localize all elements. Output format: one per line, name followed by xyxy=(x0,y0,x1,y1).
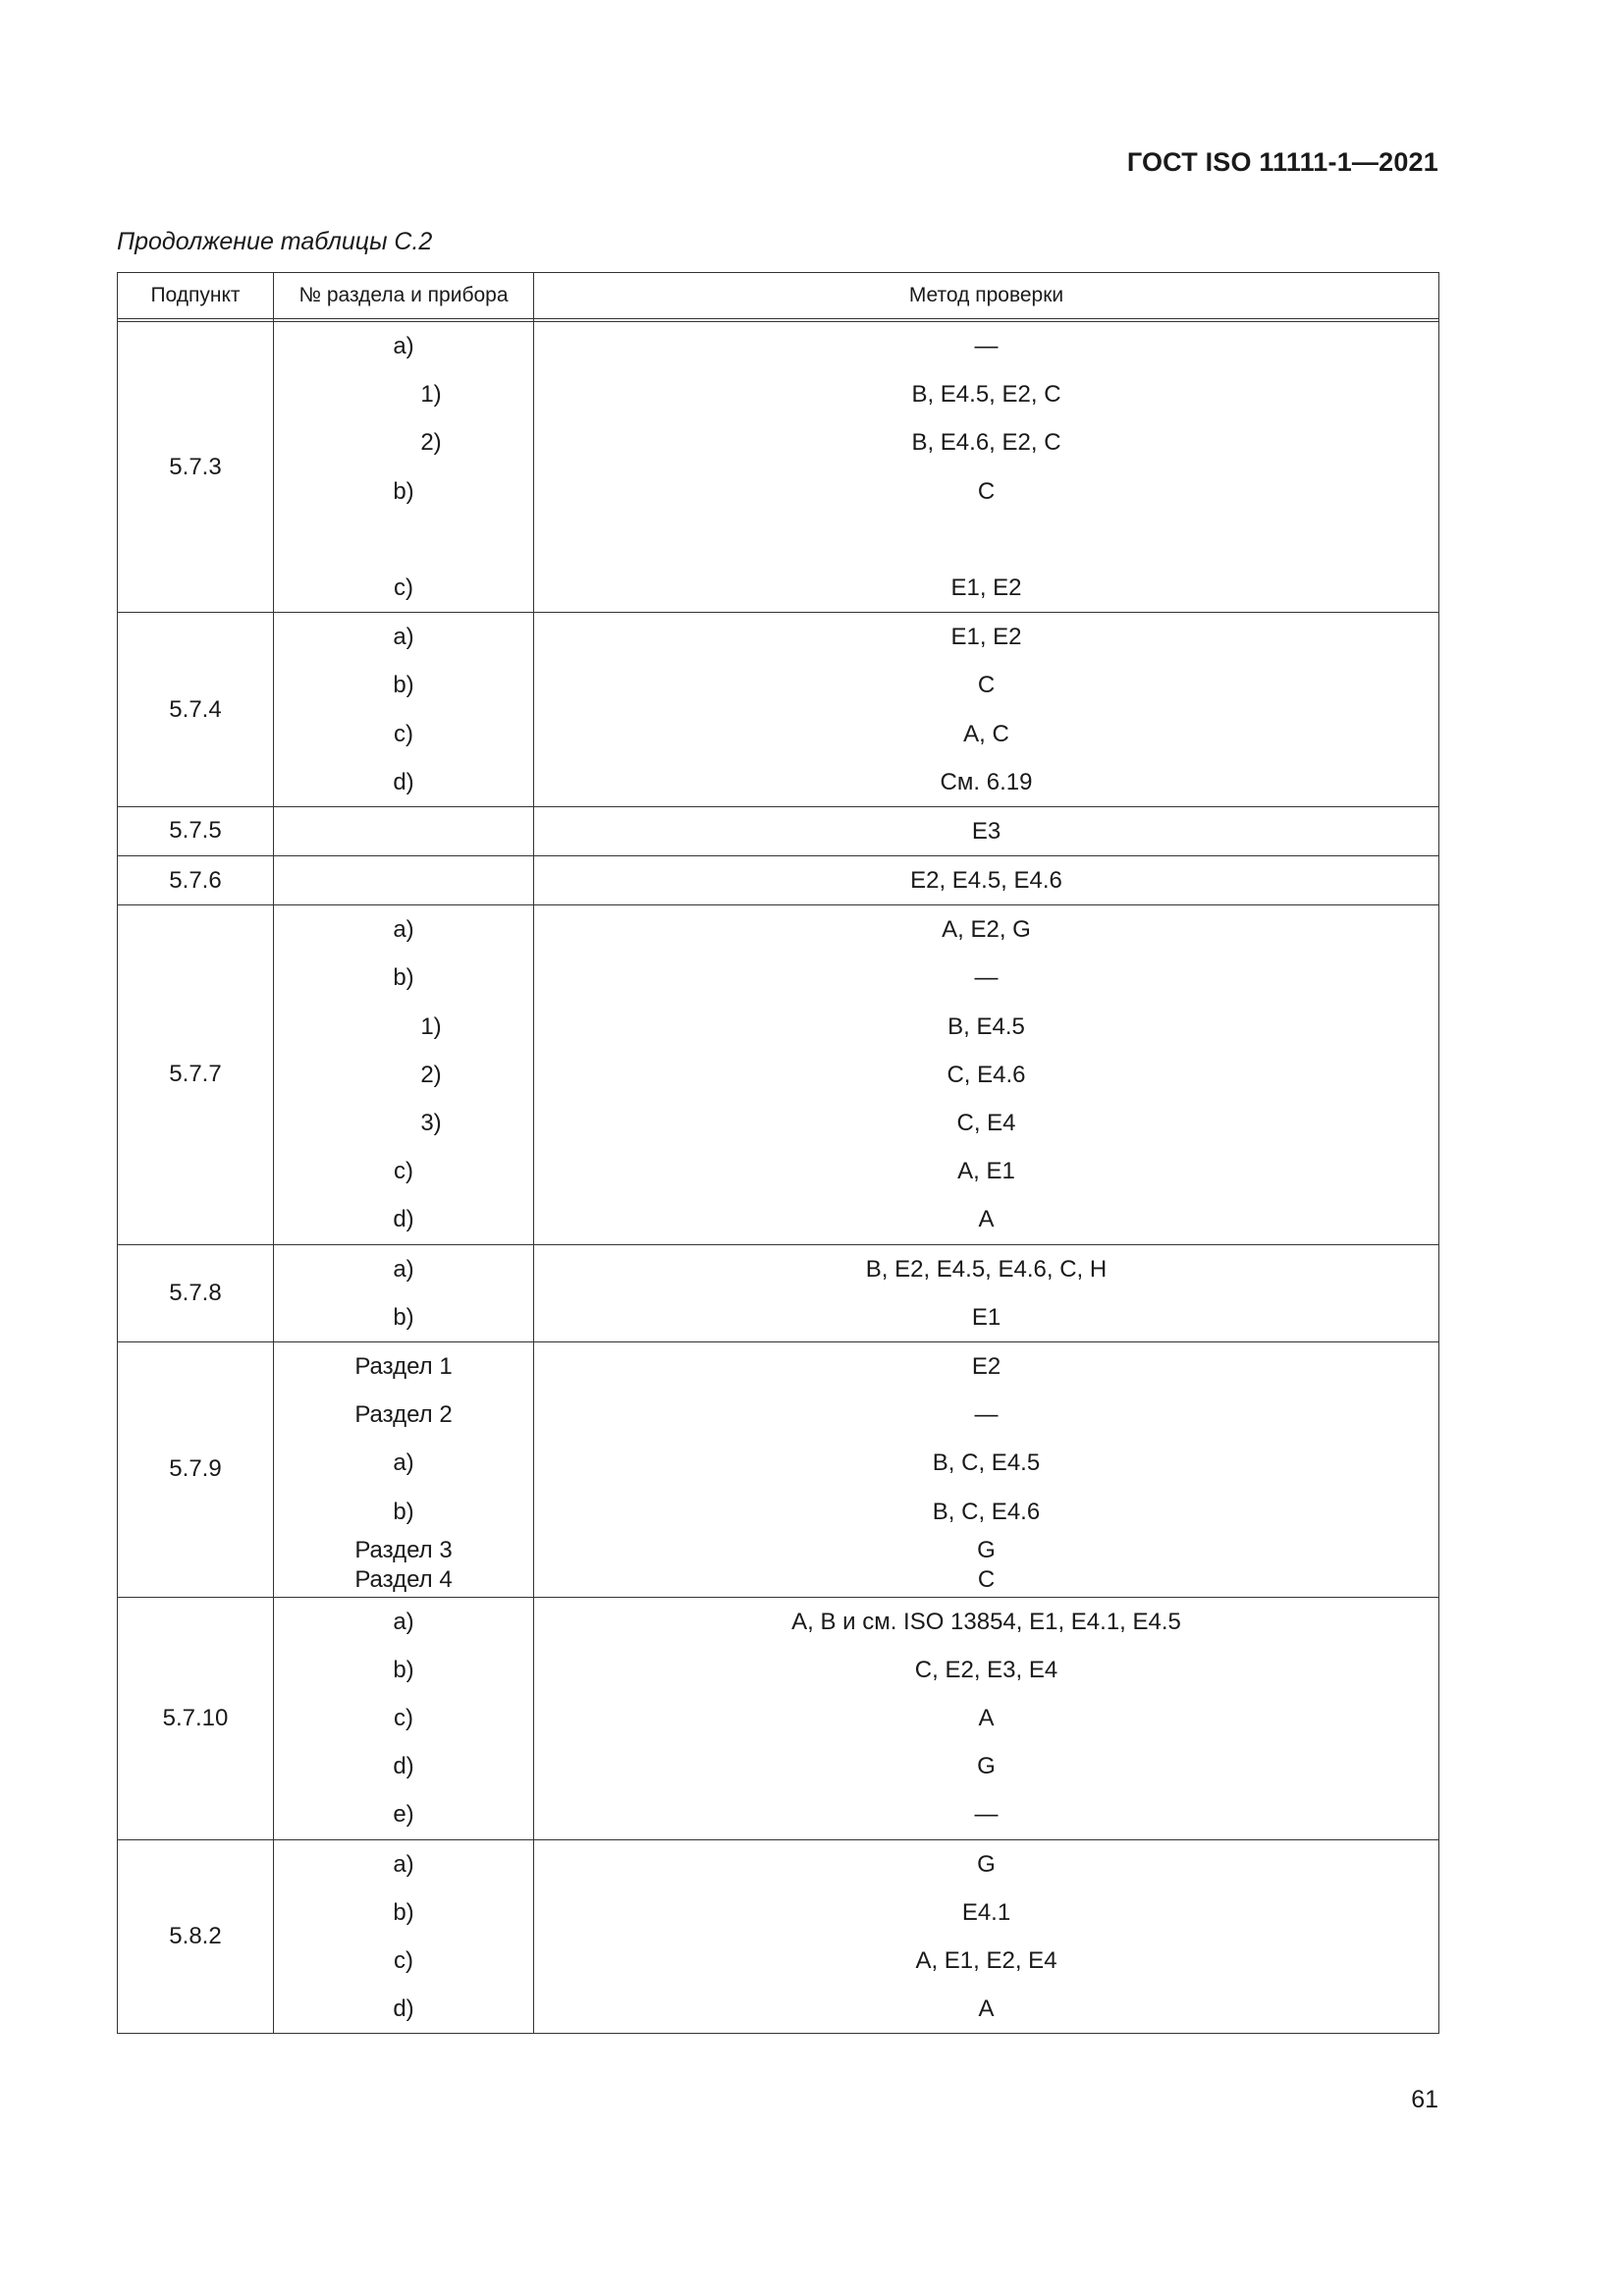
table-row xyxy=(118,613,1439,807)
section-label: c) xyxy=(394,1158,413,1185)
method-cell xyxy=(534,905,1439,1244)
section-cell xyxy=(274,905,534,1244)
section-label: e) xyxy=(393,1801,414,1829)
section-cell xyxy=(274,1244,534,1341)
method-value: G xyxy=(977,1850,996,1878)
method-value: G xyxy=(977,1753,996,1780)
method-entry xyxy=(534,1342,1438,1391)
subclause-cell: 5.7.3 xyxy=(118,322,274,613)
section-label: d) xyxy=(393,768,414,795)
section-entry xyxy=(274,1147,533,1195)
section-label: Раздел 3 xyxy=(354,1536,453,1563)
section-label: c) xyxy=(394,1947,413,1974)
method-entry xyxy=(534,1694,1438,1742)
method-entry xyxy=(534,1937,1438,1985)
method-entry xyxy=(534,954,1438,1002)
method-cell xyxy=(534,1597,1439,1839)
section-label: d) xyxy=(393,1206,414,1233)
method-entry xyxy=(534,1536,1438,1597)
section-entry xyxy=(274,954,533,1002)
column-header-section: № раздела и прибора xyxy=(274,273,534,319)
method-entry xyxy=(534,1147,1438,1195)
table-row xyxy=(118,322,1439,613)
section-entry xyxy=(274,1598,533,1646)
method-entry xyxy=(534,1003,1438,1051)
section-entry xyxy=(274,758,533,806)
section-label: c) xyxy=(394,720,413,747)
method-value: — xyxy=(974,1801,999,1829)
table-header-row xyxy=(118,273,1439,319)
subclause-cell: 5.7.6 xyxy=(118,856,274,905)
section-cell xyxy=(274,322,534,613)
method-value: C, E4.6 xyxy=(947,1061,1026,1088)
section-entry xyxy=(274,1195,533,1243)
method-cell xyxy=(534,322,1439,613)
method-value: B, E4.5 xyxy=(947,1012,1025,1040)
verification-table xyxy=(117,272,1439,2034)
table-row xyxy=(118,806,1439,855)
method-entry xyxy=(534,1985,1438,2033)
section-entry xyxy=(274,1051,533,1099)
method-entry xyxy=(534,905,1438,954)
method-entry xyxy=(534,661,1438,709)
section-cell xyxy=(274,1597,534,1839)
table-row xyxy=(118,856,1439,905)
section-label: b) xyxy=(393,1898,414,1926)
method-value: A, E2, G xyxy=(942,916,1031,944)
section-entry xyxy=(274,807,533,855)
method-entry xyxy=(534,1293,1438,1341)
subclause-cell: 5.8.2 xyxy=(118,1839,274,2034)
section-entry xyxy=(274,1985,533,2033)
section-entry xyxy=(274,1391,533,1439)
subclause-cell: 5.7.9 xyxy=(118,1341,274,1597)
method-value: B, E2, E4.5, E4.6, C, H xyxy=(865,1255,1108,1283)
section-entry xyxy=(274,1293,533,1341)
section-label: 1) xyxy=(420,381,442,409)
table-body xyxy=(118,319,1439,2034)
method-value: E1, E2 xyxy=(950,574,1022,601)
section-entry xyxy=(274,905,533,954)
method-entry xyxy=(534,467,1438,516)
method-value: E1 xyxy=(971,1303,1001,1331)
method-entry xyxy=(534,613,1438,661)
section-label: b) xyxy=(393,964,414,992)
section-entry xyxy=(274,516,533,564)
section-label: a) xyxy=(393,624,414,651)
method-value: B, C, E4.6 xyxy=(932,1498,1041,1525)
table-row xyxy=(118,1597,1439,1839)
section-label: b) xyxy=(393,1498,414,1525)
method-entry xyxy=(534,807,1438,855)
method-cell xyxy=(534,806,1439,855)
section-entry xyxy=(274,1646,533,1694)
method-value: См. 6.19 xyxy=(940,768,1033,795)
table-caption: Продолжение таблицы С.2 xyxy=(117,228,433,255)
method-entry xyxy=(534,1391,1438,1439)
document-header: ГОСТ ISO 11111-1—2021 xyxy=(1126,147,1438,177)
method-value: A xyxy=(978,1705,995,1732)
method-value: C xyxy=(977,672,996,699)
section-entry xyxy=(274,710,533,758)
column-header-method: Метод проверки xyxy=(534,273,1439,319)
method-value: E3 xyxy=(971,817,1001,845)
method-value: B, E4.5, E2, C xyxy=(911,381,1061,409)
method-entry xyxy=(534,1646,1438,1694)
section-label: c) xyxy=(394,1705,413,1732)
table-row xyxy=(118,1244,1439,1341)
method-entry xyxy=(534,856,1438,904)
section-label: a) xyxy=(393,333,414,359)
section-label: d) xyxy=(393,1753,414,1780)
method-entry xyxy=(534,1195,1438,1243)
section-entry xyxy=(274,1536,533,1597)
subclause-cell: 5.7.8 xyxy=(118,1244,274,1341)
section-entry xyxy=(274,467,533,516)
section-label: b) xyxy=(393,477,414,505)
table-row xyxy=(118,1341,1439,1597)
method-entry xyxy=(534,370,1438,418)
method-value: — xyxy=(974,1401,999,1429)
method-value: A xyxy=(978,1995,995,2023)
section-entry xyxy=(274,1099,533,1147)
section-label: c) xyxy=(394,574,413,601)
section-entry xyxy=(274,1840,533,1888)
method-cell xyxy=(534,1839,1439,2034)
section-label: d) xyxy=(393,1995,414,2023)
method-entry xyxy=(534,1051,1438,1099)
method-value: — xyxy=(974,964,999,992)
method-cell xyxy=(534,613,1439,807)
section-label: 1) xyxy=(420,1012,442,1040)
section-label: Раздел 4 xyxy=(354,1565,453,1593)
section-label: Раздел 1 xyxy=(354,1352,453,1380)
section-label: a) xyxy=(393,1850,414,1878)
method-entry xyxy=(534,1888,1438,1937)
method-entry xyxy=(534,1099,1438,1147)
subclause-cell: 5.7.4 xyxy=(118,613,274,807)
method-entry xyxy=(534,322,1438,370)
method-cell xyxy=(534,1244,1439,1341)
method-value: G xyxy=(977,1536,996,1563)
section-entry xyxy=(274,370,533,418)
section-entry xyxy=(274,661,533,709)
method-value: C xyxy=(977,477,996,505)
method-entry xyxy=(534,1439,1438,1487)
method-value: A xyxy=(978,1206,995,1233)
method-value: A, E1, E2, E4 xyxy=(915,1947,1057,1974)
method-cell xyxy=(534,1341,1439,1597)
method-entry xyxy=(534,758,1438,806)
section-entry xyxy=(274,1742,533,1790)
section-label: a) xyxy=(393,916,414,944)
method-entry xyxy=(534,1488,1438,1536)
method-value: C, E2, E3, E4 xyxy=(914,1656,1058,1683)
section-label: b) xyxy=(393,672,414,699)
section-cell xyxy=(274,856,534,905)
method-value: A, B и см. ISO 13854, E1, E4.1, E4.5 xyxy=(791,1608,1181,1635)
section-entry xyxy=(274,856,533,904)
section-entry xyxy=(274,1888,533,1937)
table-row xyxy=(118,905,1439,1244)
section-cell xyxy=(274,613,534,807)
section-label: 3) xyxy=(420,1110,442,1136)
method-entry xyxy=(534,516,1438,564)
subclause-cell: 5.7.10 xyxy=(118,1597,274,1839)
method-value: B, E4.6, E2, C xyxy=(911,429,1061,457)
method-value: B, C, E4.5 xyxy=(932,1449,1041,1477)
method-value: — xyxy=(974,333,999,359)
section-entry xyxy=(274,418,533,466)
column-header-subclause: Подпункт xyxy=(118,273,274,319)
section-entry xyxy=(274,1937,533,1985)
method-value: A, C xyxy=(963,720,1009,747)
section-label: Раздел 2 xyxy=(354,1401,453,1429)
method-value: A, E1 xyxy=(957,1158,1015,1185)
section-label: 2) xyxy=(420,1061,442,1088)
method-entry xyxy=(534,1245,1438,1293)
section-cell xyxy=(274,1341,534,1597)
method-entry xyxy=(534,418,1438,466)
method-value: E1, E2 xyxy=(950,624,1022,651)
method-value: E2, E4.5, E4.6 xyxy=(910,867,1062,895)
section-entry xyxy=(274,1790,533,1838)
section-entry xyxy=(274,613,533,661)
section-entry xyxy=(274,564,533,612)
section-entry xyxy=(274,322,533,370)
section-entry xyxy=(274,1439,533,1487)
method-value: C xyxy=(977,1565,996,1593)
method-value: E2 xyxy=(971,1352,1001,1380)
method-entry xyxy=(534,564,1438,612)
page-number: 61 xyxy=(1411,2086,1438,2113)
method-value: C, E4 xyxy=(956,1110,1016,1136)
method-entry xyxy=(534,1840,1438,1888)
section-label: a) xyxy=(393,1608,414,1635)
subclause-cell: 5.7.7 xyxy=(118,905,274,1244)
section-label: 2) xyxy=(420,429,442,457)
method-value: E4.1 xyxy=(961,1898,1011,1926)
method-cell xyxy=(534,856,1439,905)
method-entry xyxy=(534,1598,1438,1646)
method-entry xyxy=(534,710,1438,758)
section-label: a) xyxy=(393,1255,414,1283)
section-entry xyxy=(274,1342,533,1391)
table-row xyxy=(118,1839,1439,2034)
section-label: b) xyxy=(393,1303,414,1331)
section-label: a) xyxy=(393,1449,414,1477)
section-entry xyxy=(274,1245,533,1293)
section-entry xyxy=(274,1488,533,1536)
section-cell xyxy=(274,806,534,855)
subclause-cell: 5.7.5 xyxy=(118,806,274,855)
section-entry xyxy=(274,1694,533,1742)
method-entry xyxy=(534,1742,1438,1790)
section-entry xyxy=(274,1003,533,1051)
method-entry xyxy=(534,1790,1438,1838)
section-cell xyxy=(274,1839,534,2034)
section-label: b) xyxy=(393,1656,414,1683)
